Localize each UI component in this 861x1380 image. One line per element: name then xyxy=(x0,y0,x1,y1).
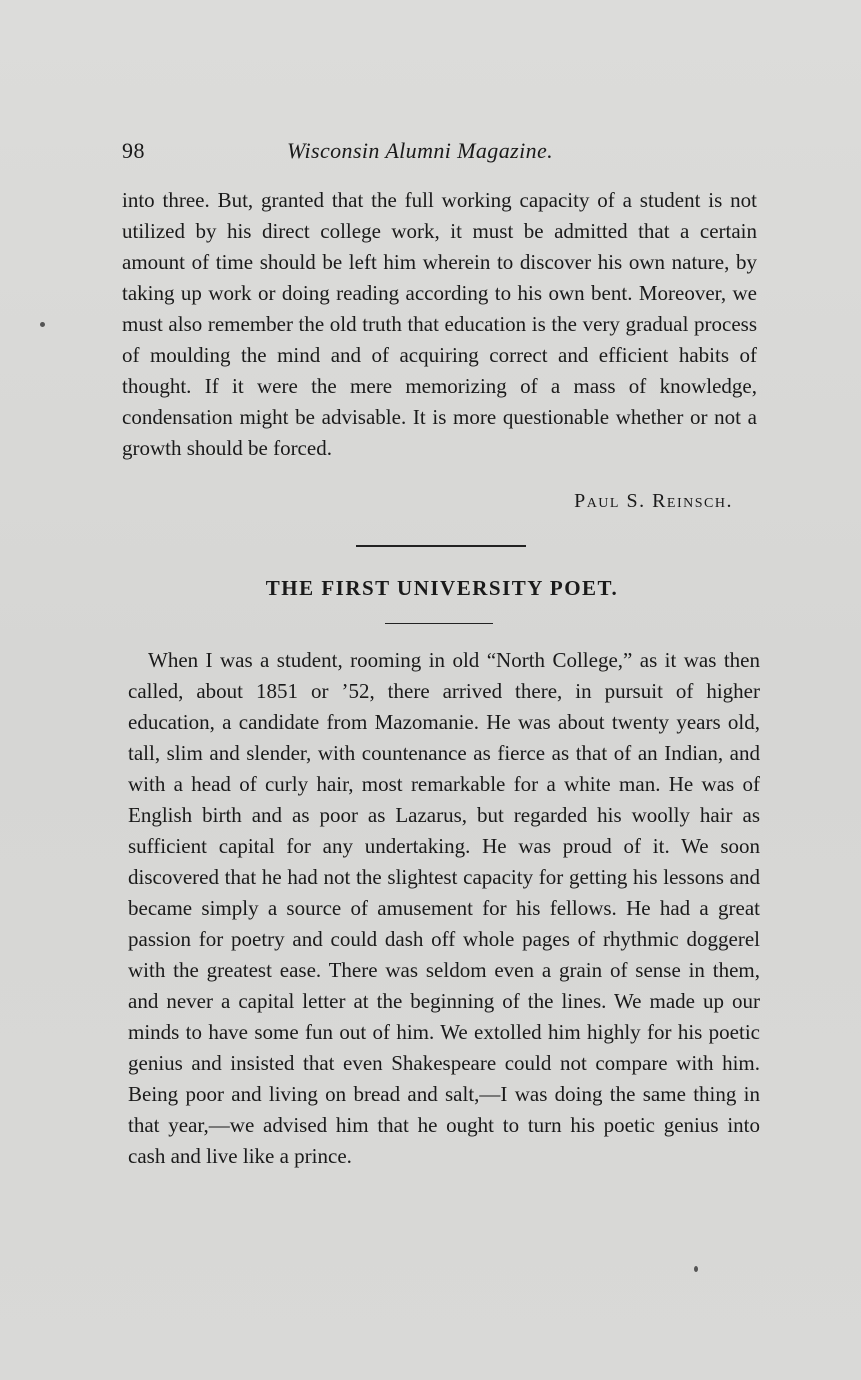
title-underline-rule xyxy=(385,623,493,624)
paper-speck-mark xyxy=(694,1266,698,1272)
section-divider-rule xyxy=(356,545,526,547)
author-signature: Paul S. Reinsch. xyxy=(574,490,733,512)
page-header xyxy=(122,138,757,172)
article-body xyxy=(128,645,760,1172)
running-title: Wisconsin Alumni Magazine. xyxy=(287,138,554,163)
previous-article-paragraph: into three. But, granted that the full working capacity of a student is not utilized by his direct college work, it must be admitted that a certain amount of time should be left him wherein to discover his own nature, by taking up work or doing reading according to his own bent. Moreover, we must also remember the old truth that education is the very gradual process of moulding the mind and of acquiring correct and efficient habits of thought. If it were the mere memorizing of a mass of knowledge, condensation might be advisable. It is more questionable whether or not a growth should be forced. xyxy=(122,188,757,460)
page-number: 98 xyxy=(122,138,145,163)
article-title: THE FIRST UNIVERSITY POET. xyxy=(265,576,619,600)
article-paragraph: When I was a student, rooming in old “North College,” as it was then called, about 1851 or ’52, there arrived there, in pursuit of higher education, a candidate from Mazomanie. He was about twenty years old, tall, slim and slender, with countenance as fierce as that of an Indian, and with a head of curly hair, most remarkable for a white man. He was of English birth and as poor as Lazarus, but regarded his woolly hair as sufficient capital for any undertaking. He was proud of it. We soon discovered that he had not the slightest capacity for getting his lessons and became simply a source of amusement for his fellows. He had a great passion for poetry and could dash off whole pages of rhythmic doggerel with the greatest ease. There was seldom even a grain of sense in them, and never a capital letter at the beginning of the lines. We made up our minds to have some fun out of him. We extolled him highly for his poetic genius and insisted that even Shakespeare could not compare with him. Being poor and living on bread and salt,—I was doing the same thing in that year,—we advised him that he ought to turn his poetic genius into cash and live like a prince. xyxy=(128,648,760,1168)
paper-speck-mark xyxy=(40,322,45,327)
previous-article-conclusion xyxy=(122,185,757,464)
